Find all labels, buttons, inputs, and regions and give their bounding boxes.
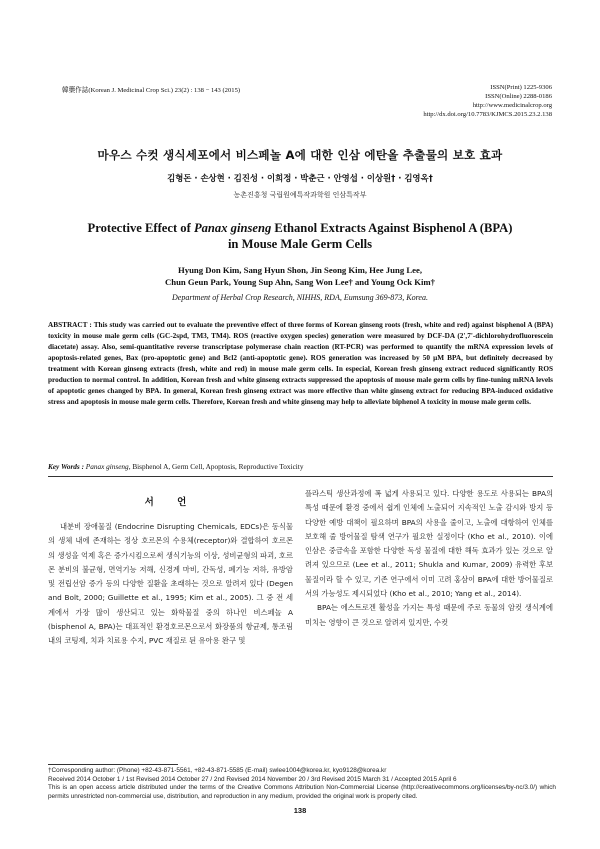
title-species: Panax ginseng: [193, 221, 272, 235]
received-dates: Received 2014 October 1 / 1st Revised 2014 October 27 / 2nd Revised 2014 November 20 / 3rd Revised 2015 March 31 / Accepted 2015 April 6: [48, 775, 457, 783]
body-column-right: [305, 487, 553, 630]
issn-print: ISSN(Print) 1225-9306: [490, 84, 552, 91]
keywords-label: Key Words :: [48, 463, 86, 471]
english-authors: [0, 265, 600, 288]
journal-citation: 韓藥作誌(Korean J. Medicinal Crop Sci.) 23(2) : 138 − 143 (2015): [62, 87, 241, 94]
abstract: [48, 320, 553, 408]
body-paragraph: 플라스틱 생산과정에 폭 넓게 사용되고 있다. 다양한 용도로 사용되는 BPA의 특성 때문에 환경 중에서 쉽게 인체에 노출되어 지속적인 노출 감시와 방지 등 다양한 예방 대책이 필요하며 BPA의 사용을 줄이고, 노출에 대항하여 인체를 보호해 줄 방어물질 탐색 연구가 필요한 실정이다 (Kho et al., 2010). 이에 인삼은 중금속을 포함한 다양한 독성 물질에 대한 해독 효과가 있는 것으로 알려져 있으므로 (Lee et al., 2011; Shukla and Kumar, 2009) 유력한 후보 물질이라 할 수 있고, 기존 연구에서 이미 고려 홍삼이 BPA에 대한 방어물질로서의 가능성도 제시되었다 (Kho et al., 2010; Yang et al., 2014).: [305, 489, 553, 599]
body-paragraph: BPA는 에스트로겐 활성을 가지는 특성 때문에 주로 동물의 암컷 생식계에 미치는 영향이 큰 것으로 알려져 있지만, 수컷: [305, 603, 553, 627]
authors-line2: Chun Geun Park, Young Sup Ahn, Sang Won Lee† and Young Ock Kim†: [164, 276, 436, 287]
english-affiliation: Department of Herbal Crop Research, NIHHS, RDA, Eumsung 369-873, Korea.: [172, 293, 428, 302]
journal-website: http://www.medicinalcrop.org: [472, 101, 552, 109]
title-line2: in Mouse Male Germ Cells: [227, 237, 373, 251]
korean-authors: 김형돈 · 손상현 · 김진성 · 이희정 · 박춘근 · 안영섭 · 이상원† · 김영옥†: [167, 173, 433, 183]
corresponding-author: †Corresponding author: (Phone) +82-43-871-5561, +82-43-871-5585 (E-mail) swlee1004@korea.kr, kyo9128@korea.kr: [48, 767, 387, 774]
keywords-italic: Panax ginseng: [85, 463, 129, 471]
authors-line1: Hyung Don Kim, Sang Hyun Shon, Jin Seong Kim, Hee Jung Lee,: [177, 265, 423, 275]
korean-title: 마우스 수컷 생식세포에서 비스페놀 A에 대한 인삼 에탄올 추출물의 보호 효과: [97, 148, 503, 162]
doi-link: http://dx.doi.org/10.7783/KJMCS.2015.23.2.138: [423, 110, 552, 118]
section-heading: 서 언: [144, 497, 197, 508]
body-paragraph: 내분비 장애물질 (Endocrine Disrupting Chemicals, EDCs)은 동식물의 생체 내에 존재하는 정상 호르몬의 수용체(receptor)와 결합하여 호르몬의 생성을 억제 혹은 증가시킴으로써 생식기능의 이상, 성비균형의 파괴, 호르몬 분비의 불균형, 면역기능 저해, 신경계 마비, 간독성, 폐기능 저하, 유방암 및 전립선암 증가 등의 다양한 질환을 초래하는 것으로 알려져 있다 (Degen and Bolt, 2000; Guillette et al., 1995; Kim et al., 2005). 그 중 전 세계에서 가장 많이 생산되고 있는 화학물질 중의 하나인 비스페놀 A (bisphenol A, BPA)는 대표적인 환경호르몬으로서 화장품의 항균제, 통조림내의 코팅제, 치과 치료용 수지, PVC 재질로 된 유아용 완구 및: [48, 522, 293, 646]
keywords: [48, 463, 553, 471]
korean-affiliation: 농촌진흥청 국립원예특작과학원 인삼특작부: [233, 191, 367, 199]
title-part1: Protective Effect of: [87, 221, 194, 235]
footnote-divider: [48, 764, 178, 765]
issn-block: [423, 84, 552, 120]
abstract-divider: [48, 476, 553, 477]
body-column-left: [48, 520, 293, 649]
issn-online: ISSN(Online) 2288-0186: [485, 92, 552, 100]
abstract-text: This study was carried out to evaluate the preventive effect of three forms of Korean ginseng roots (fresh, white and red) against bisphenol A (BPA) toxicity in mouse male germ cells (GC-2spd, TM3, TM4). ROS (reactive oxygen species) generation were measured by DCF-DA (2',7'-dichlorohydrofluorescein diacetate) assay. Also, semi-quantitative reverse transcriptase polymerase chain reaction (RT-PCR) was performed to quantify the mRNA expression levels of apoptosis-related genes, Bax (pro-apoptotic gene) and Bcl2 (anti-apoptotic gene). ROS generation was increased by 50 μM BPA, but definitely decreased by treatment with Korean ginseng extracts (fresh, white and red) in mouse male germ cells. In especial, Korean fresh ginseng extract reduced significantly ROS production to normal control. In addition, Korean fresh and white ginseng extracts suppressed the apoptosis of mouse male germ cells by fine-tuning mRNA levels of apoptotic genes changed by BPA. In general, Korean fresh ginseng extract was more effective than white ginseng extract for reducing BPA-induced oxidative stress and apoptosis in mouse male germ cells. Therefore, Korean fresh and white ginseng may help to alleviate biphenol A toxicity in mouse male germ cells.: [48, 321, 553, 406]
footnote: [48, 767, 556, 801]
title-part2: Ethanol Extracts Against Bisphenol A (BPA): [271, 221, 513, 235]
keywords-rest: , Bisphenol A, Germ Cell, Apoptosis, Reproductive Toxicity: [128, 463, 304, 471]
page-number: 138: [293, 806, 307, 815]
abstract-label: ABSTRACT :: [48, 321, 94, 329]
license-text: This is an open access article distributed under the terms of the Creative Commons Attribution Non-Commercial License (http://creativecommons.org/licenses/by-nc/3.0/) which permits unrestricted non-commercial use, distribution, and reproduction in any medium, provided the original work is properly cited.: [48, 784, 556, 800]
english-title: [0, 220, 600, 252]
